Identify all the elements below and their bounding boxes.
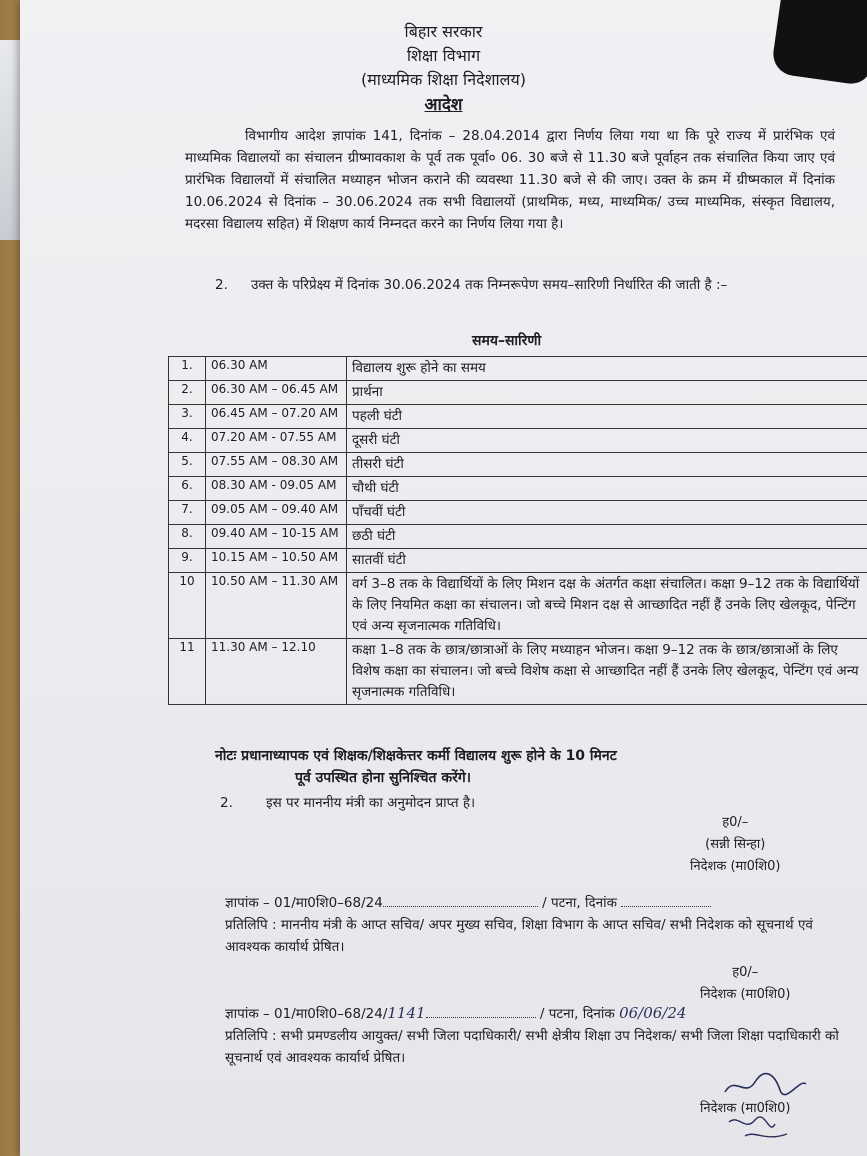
memo2-ref: ज्ञापांक – 01/मा0शि0–68/24/ — [225, 1006, 388, 1022]
signature-block-2 — [700, 962, 790, 1006]
schedule-time-cell: 08.30 AM - 09.05 AM — [206, 477, 347, 501]
paragraph-2-number: 2. — [215, 277, 228, 293]
schedule-activity-cell: वर्ग 3–8 तक के विद्यार्थियों के लिए मिशन दक्ष के अंतर्गत कक्षा संचालित। कक्षा 9–12 तक के विद्यार्थियों के लिए नियमित कक्षा का संचालन। जो बच्चे मिशन दक्ष से आच्छादित नहीं हैं उनके लिए खेलकूद, पेन्टिंग एवं अन्य सृजनात्मक गतिविधि। — [347, 573, 867, 639]
schedule-time-cell: 09.05 AM – 09.40 AM — [206, 501, 347, 525]
memo2-ref-number: 1141 — [387, 1004, 426, 1022]
schedule-activity-cell: चौथी घंटी — [347, 477, 867, 501]
memo2-ref-line — [225, 1002, 855, 1025]
memo1-copy: प्रतिलिपि : माननीय मंत्री के आप्त सचिव/ अपर मुख्य सचिव, शिक्षा विभाग के आप्त सचिव/ सभी निदेशक को सूचनार्थ एवं आवश्यक कार्यार्थ प्रेषित। — [225, 917, 813, 955]
memo2-copy: प्रतिलिपि : सभी प्रमण्डलीय आयुक्त/ सभी जिला पदाधिकारी/ सभी क्षेत्रीय शिक्षा उप निदेशक/ सभी जिला शिक्षा पदाधिकारी को सूचनार्थ एवं आवश्यक कार्यार्थ प्रेषित। — [225, 1028, 839, 1066]
phone-corner — [771, 0, 867, 86]
government-name: बिहार सरकार — [404, 22, 483, 41]
signature-block-1 — [690, 812, 780, 878]
handwritten-initials — [725, 1112, 795, 1144]
schedule-time-cell: 06.30 AM – 06.45 AM — [206, 381, 347, 405]
schedule-serial-cell: 7. — [169, 501, 206, 525]
schedule-row — [169, 573, 867, 639]
paragraph-3-number: 2. — [220, 795, 233, 811]
schedule-time-cell: 10.15 AM – 10.50 AM — [206, 549, 347, 573]
schedule-activity-cell: प्रार्थना — [347, 381, 867, 405]
schedule-time-cell: 07.20 AM - 07.55 AM — [206, 429, 347, 453]
note-line-2: पूर्व उपस्थित होना सुनिश्चित करेंगे। — [295, 770, 472, 786]
handwritten-signature — [720, 1070, 810, 1100]
schedule-activity-cell: विद्यालय शुरू होने का समय — [347, 357, 867, 381]
schedule-activity-cell: कक्षा 1–8 तक के छात्र/छात्राओं के लिए मध्याहन भोजन। कक्षा 9–12 तक के छात्र/छात्राओं के लिए विशेष कक्षा का संचालन। जो बच्चे विशेष कक्षा से आच्छादित नहीं हैं उनके लिए खेलकूद, पेन्टिंग एवं अन्य सृजनात्मक गतिविधि। — [347, 639, 867, 705]
directorate-name: (माध्यमिक शिक्षा निदेशालय) — [361, 70, 526, 89]
schedule-serial-cell: 2. — [169, 381, 206, 405]
sig1-line2: (सन्नी सिन्हा) — [705, 837, 766, 852]
memo2-place: / पटना, दिनांक — [539, 1006, 615, 1022]
note-line-1: नोटः प्रधानाध्यापक एवं शिक्षक/शिक्षकेत्तर कर्मी विद्यालय शुरू होने के 10 मिनट — [215, 748, 617, 764]
schedule-row — [169, 429, 867, 453]
schedule-activity-cell: पाँचवीं घंटी — [347, 501, 867, 525]
memo2-date: 06/06/24 — [619, 1004, 687, 1022]
sig1-line1: ह0/– — [722, 815, 749, 830]
schedule-serial-cell: 3. — [169, 405, 206, 429]
schedule-serial-cell: 6. — [169, 477, 206, 501]
paragraph-3 — [220, 793, 475, 811]
schedule-row — [169, 477, 867, 501]
schedule-row — [169, 381, 867, 405]
schedule-row — [169, 357, 867, 381]
schedule-table — [168, 356, 867, 705]
paragraph-3-text: इस पर माननीय मंत्री का अनुमोदन प्राप्त है। — [266, 795, 476, 811]
schedule-row — [169, 639, 867, 705]
schedule-row — [169, 525, 867, 549]
document-page — [20, 0, 867, 1156]
sig1-line3: निदेशक (मा0शि0) — [690, 859, 781, 874]
schedule-serial-cell: 11 — [169, 639, 206, 705]
schedule-serial-cell: 9. — [169, 549, 206, 573]
schedule-row — [169, 549, 867, 573]
schedule-activity-cell: छठी घंटी — [347, 525, 867, 549]
paragraph-2-text: उक्त के परिप्रेक्ष्य में दिनांक 30.06.2024 तक निम्नरूपेण समय–सारिणी निर्धारित की जाती है :– — [251, 277, 728, 293]
schedule-serial-cell: 10 — [169, 573, 206, 639]
schedule-time-cell: 06.45 AM – 07.20 AM — [206, 405, 347, 429]
memo-2 — [225, 1002, 855, 1069]
schedule-serial-cell: 1. — [169, 357, 206, 381]
schedule-serial-cell: 4. — [169, 429, 206, 453]
memo-1 — [225, 892, 855, 958]
letterhead — [20, 20, 867, 115]
schedule-row — [169, 405, 867, 429]
note — [215, 745, 855, 789]
schedule-row — [169, 453, 867, 477]
schedule-activity-cell: पहली घंटी — [347, 405, 867, 429]
paragraph-1-text: विभागीय आदेश ज्ञापांक 141, दिनांक – 28.04.2014 द्वारा निर्णय लिया गया था कि पूरे राज्य में प्रारंभिक एवं माध्यमिक विद्यालयों का संचालन ग्रीष्मावकाश के पूर्व तक पूर्वा० 06. 30 बजे से 11.30 बजे पूर्वाहन तक संचालित किया जाए एवं प्रारंभिक विद्यालयों में संचालित मध्याहन भोजन कराने की व्यवस्था 11.30 बजे से की जाए। उक्त के क्रम में ग्रीष्मकाल में दिनांक 10.06.2024 से दिनांक – 30.06.2024 तक सभी विद्यालयों (प्राथमिक, मध्य, माध्यमिक/ उच्च माध्यमिक, संस्कृत विद्यालय, मदरसा विद्यालय सहित) में शिक्षण कार्य निम्नदत करने का निर्णय लिया गया है। — [185, 128, 835, 232]
schedule-caption: समय–सारिणी — [472, 333, 542, 349]
sig3-line1: निदेशक (मा0शि0) — [700, 1101, 791, 1116]
sig2-line1: ह0/– — [732, 965, 759, 980]
schedule-activity-cell: सातवीं घंटी — [347, 549, 867, 573]
schedule-serial-cell: 8. — [169, 525, 206, 549]
order-title: आदेश — [424, 95, 463, 115]
schedule-time-cell: 09.40 AM – 10-15 AM — [206, 525, 347, 549]
memo1-ref: ज्ञापांक – 01/मा0शि0–68/24 — [225, 895, 383, 911]
memo1-place: / पटना, दिनांक — [542, 895, 618, 911]
schedule-activity-cell: दूसरी घंटी — [347, 429, 867, 453]
memo1-ref-line — [225, 892, 855, 914]
schedule-time-cell: 07.55 AM – 08.30 AM — [206, 453, 347, 477]
schedule-activity-cell: तीसरी घंटी — [347, 453, 867, 477]
paragraph-1 — [185, 125, 835, 235]
paragraph-2 — [185, 274, 835, 296]
schedule-time-cell: 10.50 AM – 11.30 AM — [206, 573, 347, 639]
sig2-line2: निदेशक (मा0शि0) — [700, 987, 791, 1002]
department-name: शिक्षा विभाग — [406, 46, 481, 65]
schedule-time-cell: 11.30 AM – 12.10 — [206, 639, 347, 705]
schedule-row — [169, 501, 867, 525]
schedule-time-cell: 06.30 AM — [206, 357, 347, 381]
schedule-serial-cell: 5. — [169, 453, 206, 477]
